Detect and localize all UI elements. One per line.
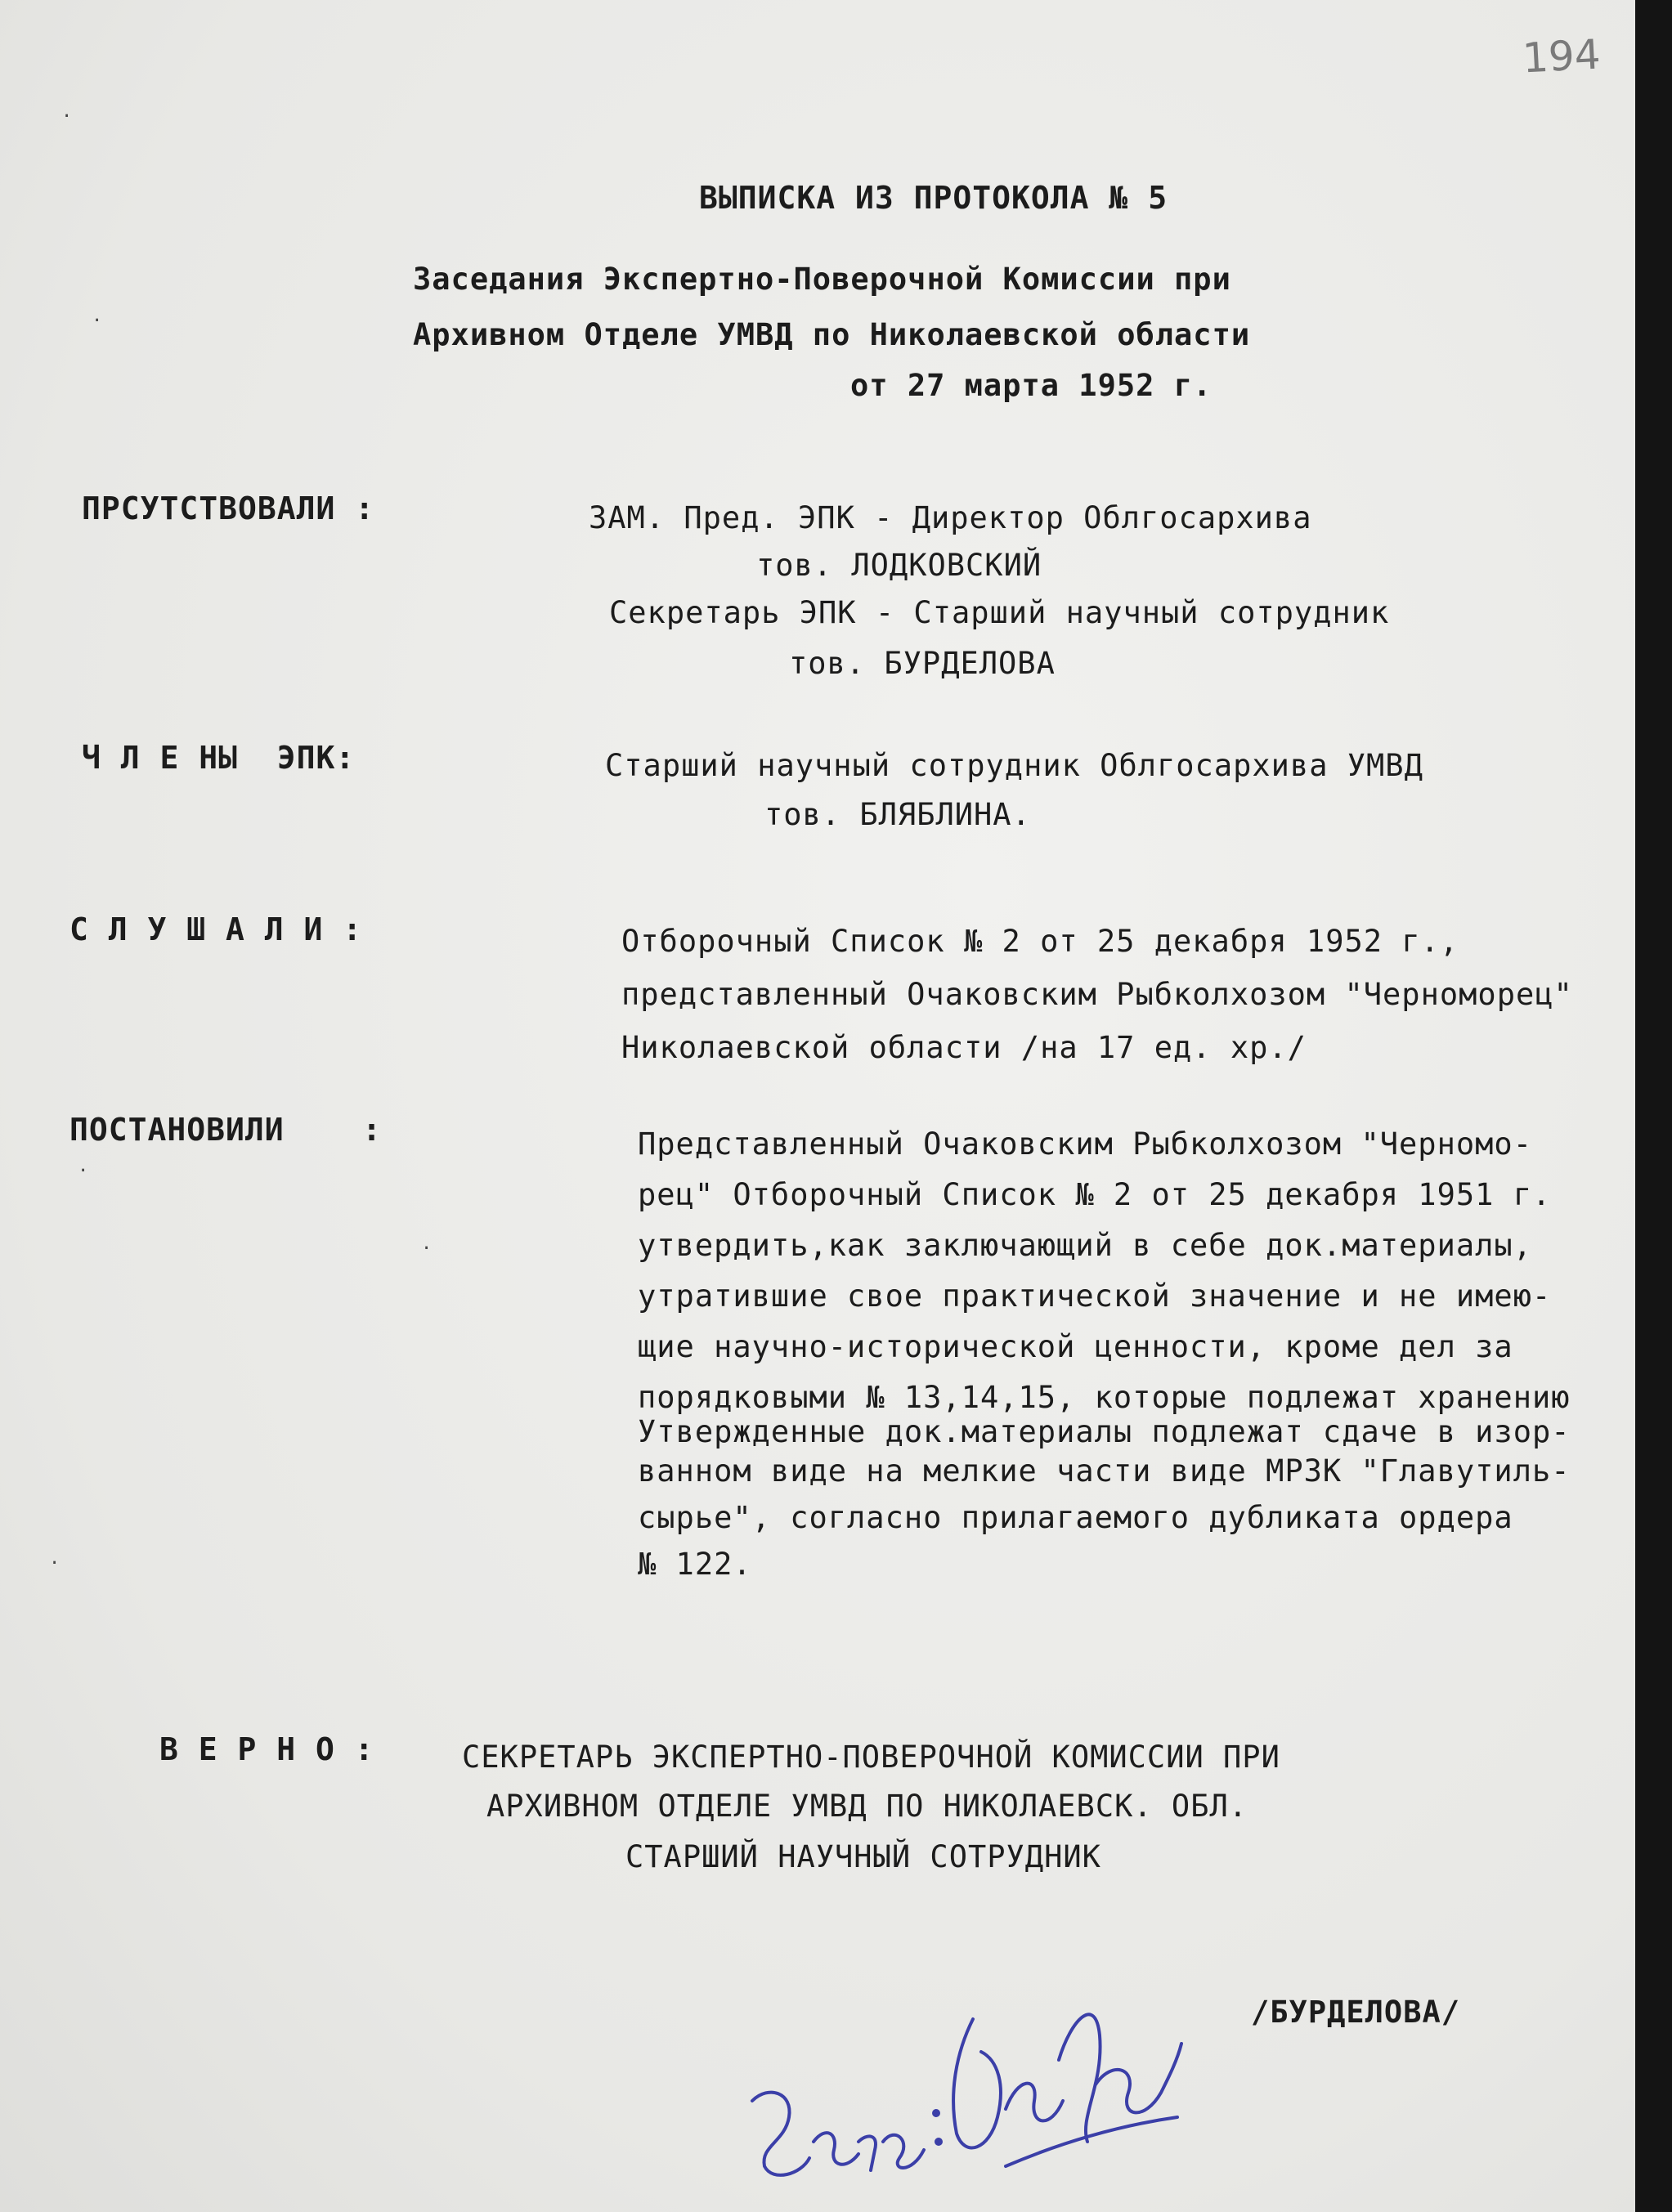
resolved-line: Утвержденные док.материалы подлежат сдаче в изор- — [638, 1414, 1571, 1449]
resolved-line: № 122. — [638, 1547, 752, 1582]
resolved-line: порядковыми № 13,14,15, которые подлежат хранению — [638, 1380, 1571, 1415]
scan-speck: · — [61, 106, 73, 127]
archive-page-number: 194 — [1521, 30, 1602, 83]
scan-speck: · — [49, 1553, 61, 1574]
present-line-4: тов. БУРДЕЛОВА — [789, 646, 1056, 681]
certification-line-2: АРХИВНОМ ОТДЕЛЕ УМВД ПО НИКОЛАЕВСК. ОБЛ. — [486, 1789, 1248, 1824]
members-line-1: Старший научный сотрудник Облгосархива УМВД — [605, 748, 1423, 783]
members-line-2: тов. БЛЯБЛИНА. — [764, 797, 1031, 832]
handwritten-signature — [736, 1896, 1194, 2199]
present-line-2: тов. ЛОДКОВСКИЙ — [756, 548, 1042, 583]
resolved-line: ванном виде на мелкие части виде МРЗК "Главутиль- — [638, 1453, 1571, 1489]
scan-speck: · — [421, 1238, 433, 1259]
present-label: ПРСУТСТВОВАЛИ : — [82, 490, 375, 526]
certification-label: В Е Р Н О : — [159, 1731, 374, 1767]
present-line-3: Секретарь ЭПК - Старший научный сотрудник — [609, 595, 1390, 630]
document-date: от 27 марта 1952 г. — [850, 368, 1213, 403]
scan-speck: · — [78, 1161, 89, 1181]
scan-border — [1635, 0, 1672, 2212]
heard-line-3: Николаевской области /на 17 ед. хр./ — [621, 1030, 1307, 1065]
scan-speck: · — [92, 311, 103, 331]
certification-line-3: СТАРШИЙ НАУЧНЫЙ СОТРУДНИК — [625, 1839, 1101, 1874]
resolved-line: сырье", согласно прилагаемого дубликата ордера — [638, 1500, 1513, 1535]
resolved-line: рец" Отборочный Список № 2 от 25 декабря 1951 г. — [638, 1177, 1552, 1212]
resolved-line: Представленный Очаковским Рыбколхозом "Черномо- — [638, 1126, 1532, 1162]
subtitle-line-2: Архивном Отделе УМВД по Николаевской области — [413, 317, 1251, 352]
resolved-label: ПОСТАНОВИЛИ : — [69, 1112, 383, 1148]
heard-label: С Л У Ш А Л И : — [69, 911, 363, 947]
present-line-1: ЗАМ. Пред. ЭПК - Директор Облгосархива — [589, 500, 1312, 535]
heard-line-2: представленный Очаковским Рыбколхозом "Черноморец" — [621, 977, 1573, 1012]
resolved-line: утратившие свое практической значение и не имею- — [638, 1278, 1552, 1314]
subtitle-line-1: Заседания Экспертно-Поверочной Комиссии при — [413, 262, 1231, 297]
resolved-line: щие научно-исторической ценности, кроме дел за — [638, 1329, 1513, 1364]
members-label: Ч Л Е НЫ ЭПК: — [82, 740, 356, 776]
signatory-name: /БУРДЕЛОВА/ — [1251, 1995, 1461, 2030]
heard-line-1: Отборочный Список № 2 от 25 декабря 1952 г., — [621, 924, 1459, 959]
certification-line-1: СЕКРЕТАРЬ ЭКСПЕРТНО-ПОВЕРОЧНОЙ КОМИССИИ ПРИ — [462, 1740, 1280, 1775]
document-title: ВЫПИСКА ИЗ ПРОТОКОЛА № 5 — [699, 180, 1168, 216]
resolved-line: утвердить,как заключающий в себе док.материалы, — [638, 1228, 1532, 1263]
